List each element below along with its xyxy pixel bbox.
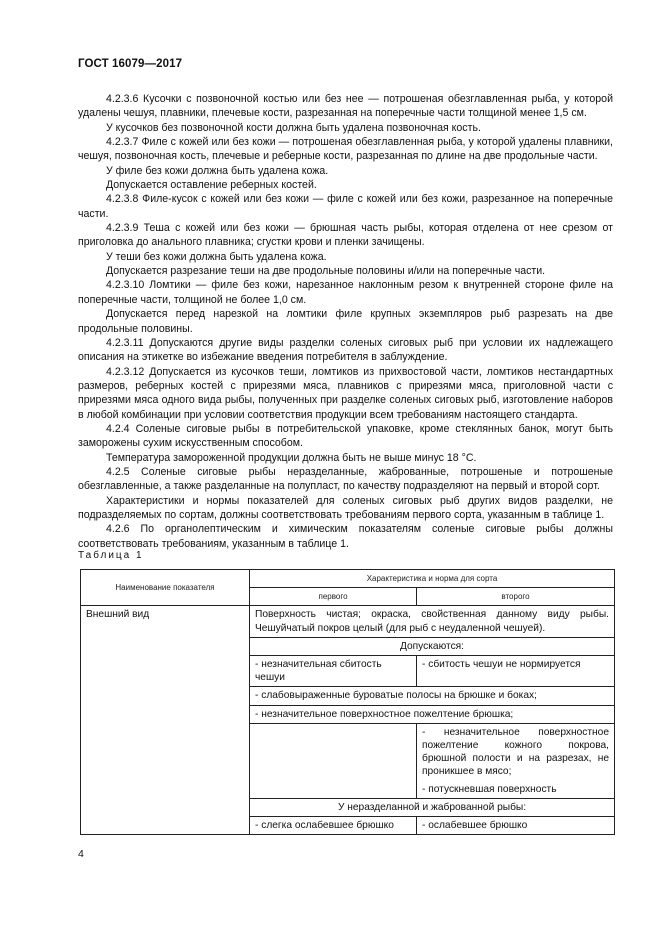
- paragraph: У кусочков без позвоночной кости должна быть удалена позвоночная кость.: [106, 121, 481, 134]
- cell-line: - незначительное поверхностное пожелтение кожного покрова, брюшной полости и на разрезах, не проникшее в мясо;: [422, 726, 609, 778]
- table-cell: - сбитость чешуи не нормируется: [417, 656, 615, 687]
- cell-line: - потускневшая поверхность: [422, 783, 557, 795]
- table-caption: Таблица 1: [78, 550, 144, 561]
- header-first-grade: первого: [250, 588, 417, 606]
- table-cell: [417, 723, 615, 798]
- table-row: [81, 606, 615, 637]
- paragraph: Допускается оставление реберных костей.: [106, 179, 317, 192]
- table-cell: Поверхность чистая; окраска, свойственная данному виду рыбы. Чешуйчатый покров целый (для рыб с неудаленной чешуей).: [250, 606, 615, 637]
- table-cell: - слабовыраженные буроватые полосы на брюшке и боках;: [250, 687, 615, 705]
- table-cell: - незначительное поверхностное пожелтение брюшка;: [250, 705, 615, 723]
- paragraph: У филе без кожи должна быть удалена кожа.: [106, 164, 329, 177]
- table-cell: У неразделанной и жаброванной рыбы:: [250, 798, 615, 816]
- document-code-header: ГОСТ 16079—2017: [78, 58, 183, 70]
- paragraph: 4.2.5 Соленые сиговые рыбы неразделанные, жаброванные, потрошеные и потрошеные обезглавленные, а также разделанные на полупласт, по качеству подразделяют на первый и второй сорт.: [78, 465, 613, 493]
- table-cell: - ослабевшее брюшко: [417, 817, 615, 835]
- header-grade-group: Характеристика и норма для сорта: [250, 570, 615, 588]
- paragraph: 4.2.3.10 Ломтики — филе без кожи, нарезанное наклонным резом к внутренней стороне филе на поперечные части, толщиной не более 1,0 см.: [78, 279, 613, 306]
- paragraph: Допускается перед нарезкой на ломтики филе крупных экземпляров рыб разрезать на две продольные половины.: [78, 308, 613, 335]
- table-cell: - незначительная сбитость чешуи: [250, 656, 417, 687]
- table-cell-empty: [250, 723, 417, 798]
- paragraph: Допускается разрезание теши на две продольные половины и/или на поперечные части.: [106, 265, 546, 278]
- paragraph: 4.2.3.9 Теша с кожей или без кожи — брюшная часть рыбы, которая отделена от нее срезом от приголовка до анального плавника; сгустки крови и пленки зачищены.: [78, 222, 613, 249]
- paragraph: У теши без кожи должна быть удалена кожа.: [106, 250, 327, 263]
- table-header-row: [81, 570, 615, 588]
- quality-table: [80, 569, 615, 835]
- paragraph: 4.2.3.11 Допускаются другие виды разделки соленых сиговых рыб при условии их надлежащего описания на этикетке во избежание введения потребителя в заблуждение.: [78, 336, 613, 364]
- paragraph: 4.2.4 Соленые сиговые рыбы в потребительской упаковке, кроме стеклянных банок, могут быть заморожены сухим искусственным способом.: [78, 422, 613, 450]
- header-second-grade: второго: [417, 588, 615, 606]
- paragraph: 4.2.3.8 Филе-кусок с кожей или без кожи — филе с кожей или без кожи, разрезанное на поперечные части.: [78, 193, 613, 220]
- paragraph: 4.2.3.12 Допускается из кусочков теши, ломтиков из прихвостовой части, ломтиков нестандартных размеров, реберных костей с прирезями мяса, плавников с прирезями мяса, приголовной части с прирезями мяса одного вида рыбы, полученных при разделке соленых сиговых рыб, изготовление наборов в любой комбинации при условии соответствия продукции всем требованиям настоящего стандарта.: [78, 365, 613, 421]
- row-label-appearance: Внешний вид: [81, 606, 250, 835]
- paragraph: Характеристики и нормы показателей для соленых сиговых рыб других видов разделки, не подразделяемых по сортам, должны соответствовать требованиям первого сорта, указанным в таблице 1.: [78, 494, 613, 521]
- table-cell: Допускаются:: [250, 637, 615, 655]
- paragraph: 4.2.3.6 Кусочки с позвоночной костью или без нее — потрошеная обезглавленная рыба, у которой удалены чешуя, плавники, плечевые кости, разрезанная на поперечные части толщиной менее 1,5 см.: [78, 93, 613, 120]
- table-cell: - слегка ослабевшее брюшко: [250, 817, 417, 835]
- paragraph: 4.2.3.7 Филе с кожей или без кожи — потрошеная обезглавленная рыба, у которой удалены плавники, чешуя, позвоночная кость, плечевые и реберные кости, разрезанная по длине на две продольные части.: [78, 136, 613, 163]
- page-number: 4: [78, 848, 84, 860]
- header-indicator: Наименование показателя: [81, 570, 250, 606]
- paragraph: Температура замороженной продукции должна быть не выше минус 18 °С.: [106, 451, 477, 464]
- paragraph: 4.2.6 По органолептическим и химическим показателям соленые сиговые рыбы должны соответствовать требованиям, указанным в таблице 1.: [78, 523, 613, 550]
- body-text: [78, 92, 613, 551]
